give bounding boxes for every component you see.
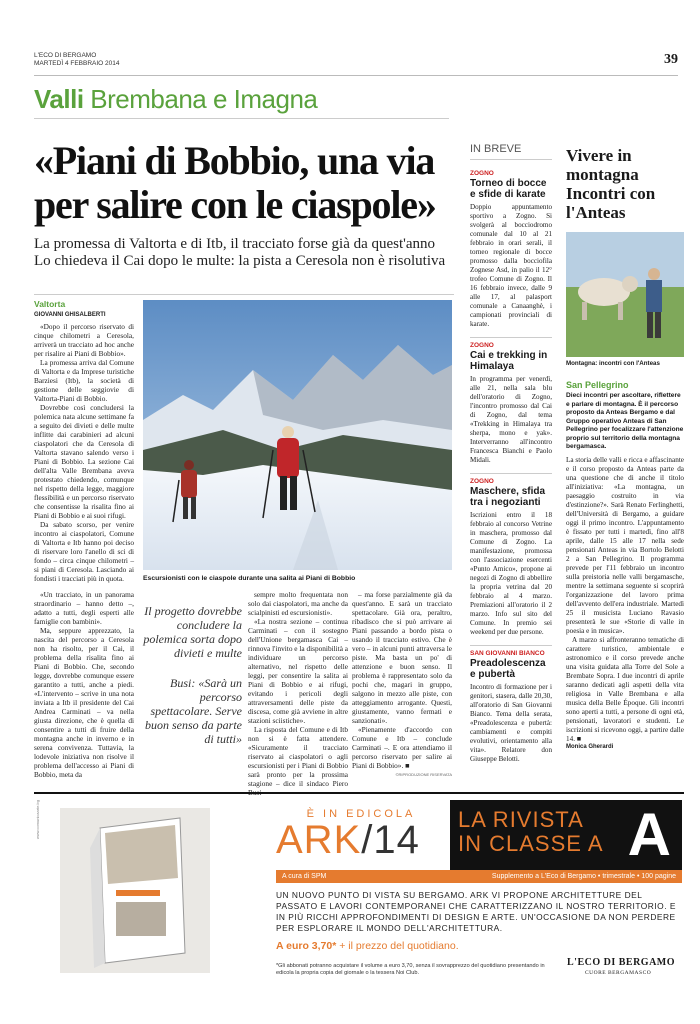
side-article-header <box>566 146 684 222</box>
section-part2: Brembana e Imagna <box>90 84 318 114</box>
ad-info-bar <box>276 870 682 883</box>
brief-text: Incontro di formazione per i genitori, stasera, dalle 20,30, all'oratorio di San Giovanni Bianco. Tema della serata, «Preadolescenza e pubertà: cambiamenti e compiti evolutivi, orientamento alla vita». Relatore don Giuseppe Belotti. <box>470 683 552 763</box>
side-lead: Dieci incontri per ascoltare, riflettere e parlare di montagna. È il percorso proposto da Anteas Bergamo e dal Gruppo operativo Anteas di San Pellegrino per focalizzare l'attenzione proprio sul territorio della montagna bergamasca. <box>566 392 684 450</box>
section-part1: Valli <box>34 84 84 114</box>
magazine-icon <box>60 808 210 973</box>
cows-photo <box>566 232 684 357</box>
copyright-note: ©RIPRODUZIONE RISERVATA <box>395 772 452 777</box>
brief-title: Cai e trekking in Himalaya <box>470 350 548 372</box>
pull-quote: Busi: «Sarà un percorso spettacolare. Serve buon senso da parte di tutti» <box>145 676 242 746</box>
masthead <box>34 52 120 68</box>
brief-tag: SAN GIOVANNI BIANCO <box>470 650 545 657</box>
paragraph: La promessa arriva dal Comune di Valtorta e da Imprese turistiche Barziesi (Itb), la società di gestione delle seggiovie di Valtorta-Piani di Bobbio. <box>34 358 134 403</box>
ad-bar-left: A cura di SPM <box>282 873 327 880</box>
brief-title: Torneo di bocce e sfide di karate <box>470 178 547 200</box>
byline: GIOVANNI GHISALBERTI <box>34 312 106 318</box>
article-column-2 <box>34 590 134 779</box>
side-title: Vivere in montagna Incontri con l'Anteas <box>566 146 656 222</box>
article-kicker: Valtorta <box>34 299 66 309</box>
paper-name: L'ECO DI BERGAMO <box>34 52 97 59</box>
side-signature: Monica Gherardi <box>566 743 614 750</box>
brief-tag: ZOGNO <box>470 478 494 485</box>
paragraph: sempre molto frequentata non solo dai ciaspolatori, ma anche da scialpinisti ed escursionisti». <box>248 590 348 617</box>
paragraph: Ma, seppure apprezzato, la nascita del percorso a Ceresola non ha risolto, per il Cai, il problema della risalita fino ai Piani di Bobbio. Che, secondo legge, dovrebbe comunque essere garantito a tutti, anche a piedi. «L'intervento – scrive in una nota inviata a Itb il presidente del Cai Andrea Carminati – va nella giusta direzione, che è quella di consentire a tutti di fruire della montagna anche in inverno e in serena convivenza. Tuttavia, la lodevole iniziativa non risolve il problema dell'accesso ai Piani di Bobbio, meta da <box>34 626 134 779</box>
ad-price-tail: + il prezzo del quotidiano. <box>339 940 459 952</box>
divider <box>34 75 678 76</box>
paragraph: – ma forse parzialmente già da quest'anno. E sarà un tracciato spettacolare. Già ora, peraltro, ribadisco che si può arrivare ai Piani passando a bordo pista o usando il tracciato estivo. Che è vero – in alcuni punti attraversa le piste. Ma basta un po' di attenzione e buon senso. Il problema è rappresentato solo da pochi che, magari in gruppo, salgono in mezzo alle piste, con atteggiamento arrogante. Questi, giustamente, vanno fermati e sanzionati». <box>352 590 452 725</box>
divider <box>470 645 552 646</box>
paragraph: Da sabato scorso, per venire incontro ai ciaspolatori, Comune di Valtorta e Itb hanno poi deciso di riservare loro l'anello di sci di fondo – circa cinque chilometri – si piani di Ceresola. Lasciando ai fondisti i tracciati più in quota. <box>34 520 134 583</box>
article-column-3 <box>248 590 348 797</box>
photo-caption: Escursionisti con le ciaspole durante una salita ai Piani di Bobbio <box>143 575 356 582</box>
brief-tag: ZOGNO <box>470 170 494 177</box>
pull-quote: Il progetto dovrebbe concludere la polemica sorta dopo divieti e multe <box>143 604 242 660</box>
paragraph: La risposta del Comune e di Itb non si è fatta attendere. «Sicuramente il tracciato riservato ai ciaspolatori o agli escursionisti per i Piani di Bobbio sarà pronto per la prossima stagione – dice il sindaco Piero Busi <box>248 725 348 797</box>
paragraph: «Un tracciato, in un panorama straordinario – hanno detto –, adatto a tutti, degli esperti alle famiglie con bambini». <box>34 590 134 626</box>
side-photo-caption: Montagna: incontri con l'Anteas <box>566 360 660 367</box>
ad-edicola: È IN EDICOLA <box>306 808 416 820</box>
section-title <box>34 84 317 115</box>
ad-text: UN NUOVO PUNTO DI VISTA SU BERGAMO. ARK VI PROPONE ARCHITETTURE DEL PASSATO E LAVORI CONTEMPORANEI CHE CARATTERIZZANO IL NOSTRO TERRITORIO. E IN PIÙ RICCHI APPROFONDIMENTI DI DESIGN E ARTE. UN'OCCASIONE DA NON PERDERE PER ESPLORARE IL MONDO DELL'ARCHITETTURA. <box>276 890 676 933</box>
headline: «Piani di Bobbio, una via per salire con le ciaspole» <box>34 138 436 227</box>
ad-brand <box>276 818 420 863</box>
divider <box>34 294 454 295</box>
ad-headline-box <box>450 800 682 870</box>
brief-title: Preadolescenza e pubertà <box>470 658 546 680</box>
brief-title: Maschere, sfida tra i negozianti <box>470 486 546 508</box>
paragraph: Dovrebbe così concludersi la polemica nata alcune settimane fa a seguito dei divieti e delle multe inflitte dai carabinieri ad alcuni ciaspolatori che da Ceresola di Valtorta stavano salendo verso i Piani di Bobbio. La sezione Cai dell'alta Valle Brembana aveva protestato chiedendo, comunque nel rispetto della legge, maggiore flessibilità e un percorso riservato che consentisse la risalita fino ai Piani di Bobbio e ai suoi rifugi. <box>34 403 134 520</box>
divider <box>34 118 449 119</box>
ad-issue: /14 <box>361 818 420 862</box>
brief-tag: ZOGNO <box>470 342 494 349</box>
article-column-1 <box>34 300 134 583</box>
divider <box>470 337 552 338</box>
paragraph: «La nostra sezione – continua Carminati – con il sostegno dell'Unione bergamasca Cai – rinnova l'invito e la disponibilità a individuare un percorso alternativo, nel rispetto delle leggi, per consentire la salita ai Piani di Bobbio e ai rifugi, evitando i pericoli degli attraversamenti delle piste da discesa, come già avviene in altre stazioni sciistiche». <box>248 617 349 725</box>
side-body: La storia delle valli e ricca e affascinante e il corso proposto da Anteas parte da una questione che di anche il titolo all'iniziativa: «La montagna, un paesaggio costruito in via d'estinzione?». Sarà Renato Ferlinghetti, dell'Università di Bergamo, a guidare oggi il primo incontro. L'appuntamento è fissato per tutti i martedì, fino all'8 aprile, dalle 15 alle 17 nella sede pensionati Anteas in via Bortolo Belotti 2 a San Pellegrino. Il programma prevede per l'11 febbraio un incontro sulla preistoria nelle valli bergamasche, mentre la settimana seguente si scoprirà l'organizzazione del lavoro prima dell'avvento dell'era industriale. Martedì 25 il musicista Luciano Ravasio presenterà le sue «Storie di valle in poesia e in musica». <box>566 455 684 635</box>
newspaper-logo-sub: CUORE BERGAMASCO <box>585 970 652 976</box>
mountain-photo <box>143 300 452 570</box>
brief-text: Doppio appuntamento sportivo a Zogno. Si svolgerà al bocciodromo comunale dal 10 al 21 febbraio in orari serali, il torneo regionale di bocce promosso dalla bocciofila Zognese Asd, in palio il 12° trofeo Comune di Zogno. Il 16 febbraio invece, dalle 9 alle 17, al palasport comunale a Canaanghè, i campionati provinciali di karate. <box>470 203 552 328</box>
ad-agency: www.comunicaarte.bg <box>35 800 40 840</box>
ad-price <box>276 940 459 952</box>
a-glyph-icon: A <box>627 801 672 868</box>
newspaper-logo: L'ECO DI BERGAMO <box>567 957 676 968</box>
brief-text: In programma per venerdì, alle 21, nella sala blu dell'oratorio di Zogno, l'incontro promosso dal Cai di Zogno, dal tema «Trekking in Himalaya tra sherpa, mono e yak». Interverranno all'incontro Francesca Bianchi e Paolo Midali. <box>470 375 552 464</box>
side-photo <box>566 232 684 357</box>
inbreve-list <box>470 166 552 764</box>
article-photo <box>143 300 452 570</box>
issue-date: MARTEDÌ 4 FEBBRAIO 2014 <box>34 60 120 67</box>
article-column-4 <box>352 590 452 779</box>
subhead: La promessa di Valtorta e di Itb, il tracciato forse già da quest'anno Lo chiedeva il Cai dopo le multe: la pista a Ceresola non è risolutiva <box>34 236 446 269</box>
paragraph: «Dopo il percorso riservato di cinque chilometri a Ceresola, arriverà un tracciato ad hoc anche per risalire ai Piani di Bobbio». <box>34 322 134 358</box>
ad-bar-right: Supplemento a L'Eco di Bergamo • trimestrale • 100 pagine <box>491 873 676 880</box>
ad-footnote: *Gli abbonati potranno acquistare il volume a euro 3,70, senza il sovrapprezzo del quotidiano presentando in edicola la propria copia del giornale o la tessera Noi Club. <box>276 963 545 976</box>
ad-ark: ARK <box>276 818 362 862</box>
side-body: A marzo si affronteranno tematiche di carattere turistico, ambientale e astronomico e il corso prevede anche una visita guidata alla Torre del Sole a Brembate Sopra. I due incontri di aprile saranno dedicati agli aspetti della vita religiosa in Valle Brembana e alla musica della Belle Époque. Gli incontri sono aperti a tutti, a persone di ogni età, pensionati, lavoratori e studenti. Le iscrizioni si ricevono oggi, a partire dalle 14. ■ <box>566 635 684 743</box>
ad-price-value: A euro 3,70* <box>276 940 337 952</box>
brief-text: Iscrizioni entro il 18 febbraio al concorso Vetrine in maschera, promosso dal Comune di Zogno. La manifestazione, promossa con l'associazione esercenti «Punto Amico», propone ai negozi di Zogno di abbellire la propria vetrina dal 20 febbraio al 4 marzo. Premiazioni all'oratorio il 2 marzo. Info sul sito del Comune. In premio sei weekend per due persone. <box>470 511 552 636</box>
side-kicker: San Pellegrino <box>566 380 629 390</box>
page-number: 39 <box>664 52 678 67</box>
ad-headline: LA RIVISTA IN CLASSE A <box>458 807 604 856</box>
magazine-cover <box>60 808 210 973</box>
paragraph: «Pienamente d'accordo con Comune e Itb – conclude Carminati –. E ora attendiamo il percorso riservato per salire ai Piani di Bobbio». ■ <box>352 725 452 770</box>
inbreve-header: IN BREVE <box>470 143 552 160</box>
side-article <box>566 374 684 750</box>
divider <box>470 473 552 474</box>
